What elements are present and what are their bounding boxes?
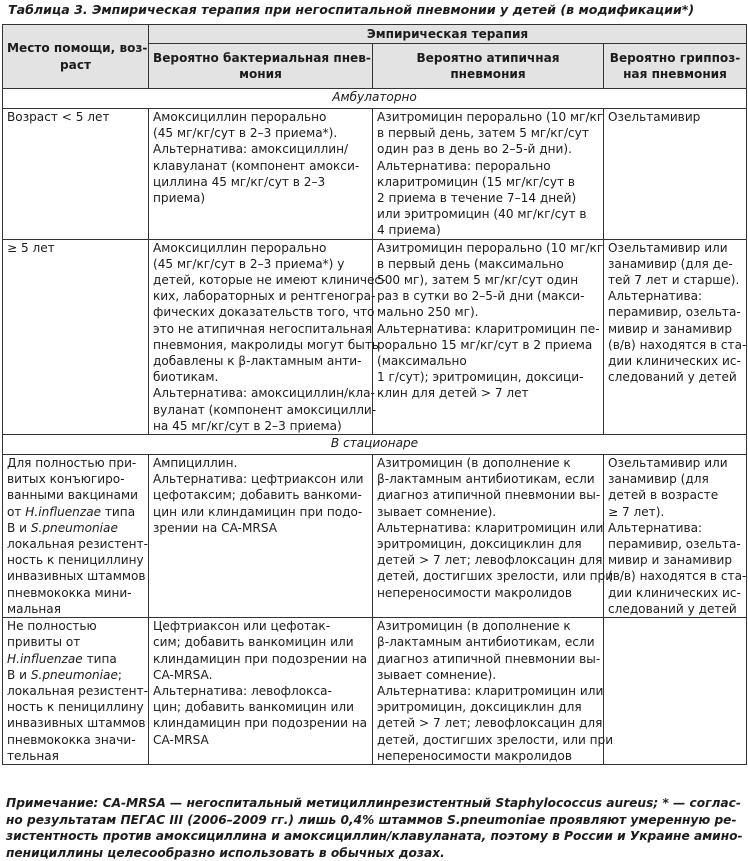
cell-line: Возраст < 5 лет bbox=[7, 109, 144, 125]
cell-line: витых конъюгиро- bbox=[7, 471, 144, 487]
cell-influenza bbox=[604, 109, 747, 240]
cell-line: зрении на CA-MRSA bbox=[153, 520, 368, 536]
cell-line: пневмококка значи- bbox=[7, 732, 144, 748]
cell-line: тельная bbox=[7, 748, 144, 764]
cell-line: 4 приема) bbox=[377, 222, 599, 238]
cell-line: CA-MRSA bbox=[153, 732, 368, 748]
cell-line: клавуланат (компонент амокси- bbox=[153, 158, 368, 174]
cell-line: Альтернатива: цефтриаксон или bbox=[153, 471, 368, 487]
cell-line: B и S.pneumoniae; bbox=[7, 667, 144, 683]
cell-line: Альтернатива: кларитромицин или bbox=[377, 520, 599, 536]
cell-bacterial bbox=[149, 239, 373, 434]
header-atypical: Вероятно атипичная пневмония bbox=[373, 44, 604, 89]
cell-line: клиндамицин при подозрении на bbox=[153, 651, 368, 667]
cell-line: фических доказательств того, что bbox=[153, 304, 368, 320]
cell-line: β-лактамным антибиотикам, если bbox=[377, 471, 599, 487]
cell-line: сим; добавить ванкомицин или bbox=[153, 634, 368, 650]
cell-line: привиты от bbox=[7, 634, 144, 650]
cell-line: Азитромицин (в дополнение к bbox=[377, 618, 599, 634]
cell-line: (максимально bbox=[377, 353, 599, 369]
cell-influenza bbox=[604, 239, 747, 434]
cell-line: Амоксициллин перорально bbox=[153, 109, 368, 125]
cell-line: Альтернатива: амоксициллин/кла- bbox=[153, 385, 368, 401]
footnote-line: зистентность против амоксициллина и амоксициллин/клавуланата, поэтому в России и Украине амино- bbox=[6, 828, 744, 845]
cell-line: Азитромицин (в дополнение к bbox=[377, 455, 599, 471]
cell-line: ванными вакцинами bbox=[7, 487, 144, 503]
header-bacterial: Вероятно бактериальная пнев- мония bbox=[149, 44, 373, 89]
cell-line: цефотаксим; добавить ванкоми- bbox=[153, 487, 368, 503]
cell-line: диагноз атипичной пневмонии вы- bbox=[377, 487, 599, 503]
footnote-line: но результатам ПЕГАС III (2006–2009 гг.) лишь 0,4% штаммов S.pneumoniae проявляют умеренную ре- bbox=[6, 812, 744, 829]
footnote-line: пенициллины целесообразно использовать в обычных дозах. bbox=[6, 845, 744, 861]
cell-line: добавлены к β-лактамным анти- bbox=[153, 353, 368, 369]
table-row bbox=[3, 239, 747, 434]
table-body bbox=[3, 89, 747, 765]
cell-line: Альтернатива: кларитромицин или bbox=[377, 683, 599, 699]
cell-line: цин; добавить ванкомицин или bbox=[153, 699, 368, 715]
cell-line: ность к пенициллину bbox=[7, 699, 144, 715]
table-row bbox=[3, 109, 747, 240]
cell-line: H.influenzae типа bbox=[7, 651, 144, 667]
cell-line: эритромицин, доксициклин для bbox=[377, 536, 599, 552]
cell-line: вуланат (компонент амоксицилли- bbox=[153, 402, 368, 418]
cell-line: ≥ 7 лет). bbox=[608, 504, 742, 520]
cell-line: занамивир (для bbox=[608, 471, 742, 487]
cell-line: или эритромицин (40 мг/кг/сут в bbox=[377, 206, 599, 222]
cell-line: Озельтамивир bbox=[608, 109, 742, 125]
cell-line: ≥ 5 лет bbox=[7, 240, 144, 256]
cell-line: тей 7 лет и старше). bbox=[608, 272, 742, 288]
cell-line: детей, достигших зрелости, или при bbox=[377, 732, 599, 748]
cell-line: в первый день, затем 5 мг/кг/сут bbox=[377, 125, 599, 141]
cell-bacterial bbox=[149, 455, 373, 618]
cell-line: дии клинических ис- bbox=[608, 353, 742, 369]
cell-line: ность к пенициллину bbox=[7, 552, 144, 568]
cell-line: Озельтамивир или bbox=[608, 240, 742, 256]
cell-line: следований у детей bbox=[608, 601, 742, 617]
cell-line: Альтернатива: перорально bbox=[377, 158, 599, 174]
cell-line: (в/в) находятся в ста- bbox=[608, 337, 742, 353]
header-place: Место помощи, воз- раст bbox=[3, 25, 149, 89]
header-therapy-group: Эмпирическая терапия bbox=[149, 25, 747, 44]
cell-influenza bbox=[604, 618, 747, 765]
cell-line: Для полностью при- bbox=[7, 455, 144, 471]
footnote bbox=[6, 795, 744, 861]
cell-line: эритромицин, доксициклин для bbox=[377, 699, 599, 715]
cell-line: B и S.pneumoniae bbox=[7, 520, 144, 536]
table-row bbox=[3, 455, 747, 618]
cell-bacterial bbox=[149, 109, 373, 240]
cell-line: детей, достигших зрелости, или при bbox=[377, 568, 599, 584]
cell-line: рорально 15 мг/кг/сут в 2 приема bbox=[377, 337, 599, 353]
cell-line: зывает сомнение). bbox=[377, 504, 599, 520]
cell-atypical bbox=[373, 618, 604, 765]
cell-line: кларитромицин (15 мг/кг/сут в bbox=[377, 174, 599, 190]
cell-line: один раз в день во 2–5-й дни). bbox=[377, 141, 599, 157]
cell-line: в первый день (максимально bbox=[377, 256, 599, 272]
cell-place bbox=[3, 109, 149, 240]
cell-line: (в/в) находятся в ста- bbox=[608, 568, 742, 584]
cell-line: инвазивных штаммов bbox=[7, 715, 144, 731]
cell-line: Цефтриаксон или цефотак- bbox=[153, 618, 368, 634]
cell-line: клиндамицин при подозрении на bbox=[153, 715, 368, 731]
header-influenza: Вероятно гриппоз- ная пневмония bbox=[604, 44, 747, 89]
cell-line: Озельтамивир или bbox=[608, 455, 742, 471]
cell-line: Азитромицин перорально (10 мг/кг bbox=[377, 240, 599, 256]
cell-line: дии клинических ис- bbox=[608, 585, 742, 601]
cell-atypical bbox=[373, 239, 604, 434]
cell-line: зывает сомнение). bbox=[377, 667, 599, 683]
footnote-line: Примечание: CA-MRSA — негоспитальный метициллинрезистентный Staphylococcus aureus; * — соглас- bbox=[6, 795, 744, 812]
section-row bbox=[3, 89, 747, 109]
cell-bacterial bbox=[149, 618, 373, 765]
cell-place bbox=[3, 239, 149, 434]
cell-line: диагноз атипичной пневмонии вы- bbox=[377, 651, 599, 667]
table-caption: Таблица 3. Эмпирическая терапия при негоспитальной пневмонии у детей (в модификации*) bbox=[8, 2, 742, 18]
cell-line: Альтернатива: bbox=[608, 288, 742, 304]
cell-line: занамивир (для де- bbox=[608, 256, 742, 272]
cell-line: (45 мг/кг/сут в 2–3 приема*) у bbox=[153, 256, 368, 272]
cell-line: перамивир, озельта- bbox=[608, 304, 742, 320]
cell-line: пневмония, макролиды могут быть bbox=[153, 337, 368, 353]
cell-line: β-лактамным антибиотикам, если bbox=[377, 634, 599, 650]
table-row bbox=[3, 618, 747, 765]
cell-line: биотикам. bbox=[153, 369, 368, 385]
cell-line: инвазивных штаммов bbox=[7, 568, 144, 584]
table-header bbox=[3, 25, 747, 89]
therapy-table bbox=[2, 24, 747, 765]
cell-line: мальная bbox=[7, 601, 144, 617]
cell-line: Не полностью bbox=[7, 618, 144, 634]
cell-line: (45 мг/кг/сут в 2–3 приема*). bbox=[153, 125, 368, 141]
cell-line: на 45 мг/кг/сут в 2–3 приема) bbox=[153, 418, 368, 434]
cell-line: Амоксициллин перорально bbox=[153, 240, 368, 256]
cell-line: мально 250 мг). bbox=[377, 304, 599, 320]
cell-line: пневмококка мини- bbox=[7, 585, 144, 601]
cell-line: Альтернатива: bbox=[608, 520, 742, 536]
section-row bbox=[3, 435, 747, 455]
cell-line: Азитромицин перорально (10 мг/кг bbox=[377, 109, 599, 125]
cell-place bbox=[3, 618, 149, 765]
cell-line: Ампициллин. bbox=[153, 455, 368, 471]
cell-place bbox=[3, 455, 149, 618]
cell-line: клин для детей > 7 лет bbox=[377, 385, 599, 401]
cell-line: это не атипичная негоспитальная bbox=[153, 321, 368, 337]
cell-line: 1 г/сут); эритромицин, доксици- bbox=[377, 369, 599, 385]
cell-line: CA-MRSA. bbox=[153, 667, 368, 683]
cell-line: от H.influenzae типа bbox=[7, 504, 144, 520]
cell-line: детей > 7 лет; левофлоксацин для bbox=[377, 552, 599, 568]
cell-line: перамивир, озельта- bbox=[608, 536, 742, 552]
cell-line: мивир и занамивир bbox=[608, 321, 742, 337]
cell-line: непереносимости макролидов bbox=[377, 585, 599, 601]
cell-line: ких, лабораторных и рентгеногра- bbox=[153, 288, 368, 304]
cell-line: раз в сутки во 2–5-й дни (макси- bbox=[377, 288, 599, 304]
cell-line: детей > 7 лет; левофлоксацин для bbox=[377, 715, 599, 731]
cell-line: локальная резистент- bbox=[7, 683, 144, 699]
section-title: Амбулаторно bbox=[3, 89, 747, 109]
cell-line: Альтернатива: кларитромицин пе- bbox=[377, 321, 599, 337]
cell-line: локальная резистент- bbox=[7, 536, 144, 552]
cell-line: непереносимости макролидов bbox=[377, 748, 599, 764]
cell-line: циллина 45 мг/кг/сут в 2–3 bbox=[153, 174, 368, 190]
cell-line: Альтернатива: левофлокса- bbox=[153, 683, 368, 699]
cell-line: мивир и занамивир bbox=[608, 552, 742, 568]
cell-line: детей в возрасте bbox=[608, 487, 742, 503]
cell-line: цин или клиндамицин при подо- bbox=[153, 504, 368, 520]
cell-atypical bbox=[373, 109, 604, 240]
cell-line: 2 приема в течение 7–14 дней) bbox=[377, 190, 599, 206]
cell-line: приема) bbox=[153, 190, 368, 206]
cell-line: детей, которые не имеют клиничес- bbox=[153, 272, 368, 288]
cell-line: следований у детей bbox=[608, 369, 742, 385]
cell-atypical bbox=[373, 455, 604, 618]
section-title: В стационаре bbox=[3, 435, 747, 455]
cell-influenza bbox=[604, 455, 747, 618]
cell-line: Альтернатива: амоксициллин/ bbox=[153, 141, 368, 157]
cell-line: 500 мг), затем 5 мг/кг/сут один bbox=[377, 272, 599, 288]
